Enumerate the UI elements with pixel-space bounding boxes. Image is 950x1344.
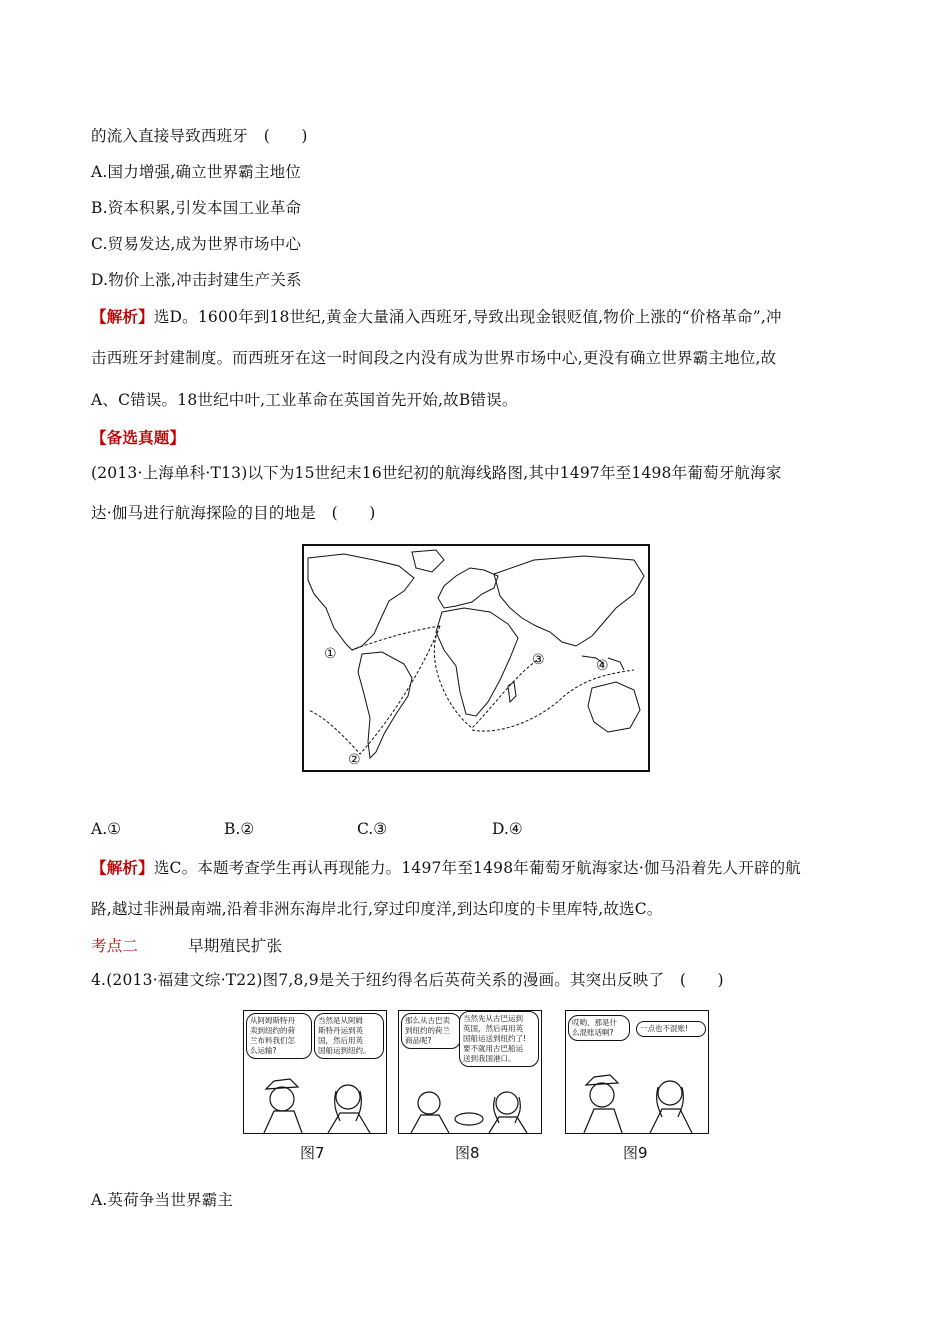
madagascar-outline xyxy=(508,682,516,702)
navigation-route-map xyxy=(302,544,650,772)
south-america-outline xyxy=(358,652,412,758)
question-2-line2: 达·伽马进行航海探险的目的地是 ( ) xyxy=(91,504,376,522)
section-name: 早期殖民扩张 xyxy=(188,937,283,955)
q2-option-d: D.④ xyxy=(492,820,523,838)
option-b: B.资本积累,引发本国工业革命 xyxy=(91,199,302,217)
marker-4: ④ xyxy=(596,658,609,674)
analysis-2-line2: 路,越过非洲最南端,沿着非洲东海岸北行,穿过印度洋,到达印度的卡里库特,故选C。 xyxy=(91,900,663,918)
da-gama-route xyxy=(434,626,540,728)
backup-questions-tag: 【备选真题】 xyxy=(91,428,186,447)
section-title: 考点二 xyxy=(91,937,139,955)
question-4: 4.(2013·福建文综·T22)图7,8,9是关于纽约得名后英荷关系的漫画。其突出反映了 ( ) xyxy=(91,971,724,989)
comic-panel-9 xyxy=(565,1010,709,1134)
sea-routes xyxy=(308,626,634,754)
question-continuation: 的流入直接导致西班牙 ( ) xyxy=(91,127,308,145)
marker-2: ② xyxy=(348,752,361,768)
speech-bubble-right: 当然先从古巴运到 英国，然后再用英 国船运送到纽约了! 要不就用古巴船运 送到我国港口。 xyxy=(459,1011,539,1067)
comic-figures-7 xyxy=(244,1011,386,1133)
comic-figures-9 xyxy=(566,1011,708,1133)
speech-bubble-left: 那么从古巴卖 到纽约的荷兰 商品呢? xyxy=(401,1013,461,1049)
option-d: D.物价上涨,冲击封建生产关系 xyxy=(91,271,302,289)
question-2-line1: (2013·上海单科·T13)以下为15世纪末16世纪初的航海线路图,其中1497年至1498年葡萄牙航海家 xyxy=(91,464,782,482)
north-america-outline xyxy=(308,554,414,650)
speech-bubble-left: 从阿姆斯特丹 卖到纽约的荷 兰布料我们怎 么运输? xyxy=(246,1013,312,1059)
analysis-1 xyxy=(91,305,782,327)
europe-outline xyxy=(438,568,498,608)
option-a: A.国力增强,确立世界霸主地位 xyxy=(91,163,302,181)
section-heading xyxy=(91,934,282,956)
analysis-tag: 【解析】 xyxy=(91,307,154,326)
australia-outline xyxy=(588,682,640,732)
world-map-svg xyxy=(304,546,648,770)
q2-option-b: B.② xyxy=(224,820,255,838)
q2-option-c: C.③ xyxy=(357,820,388,838)
marker-3: ③ xyxy=(532,652,545,668)
speech-bubble-right: 当然是从阿姆 斯特丹运到英 国，然后用英 国船运到纽约。 xyxy=(314,1013,384,1059)
q4-option-a: A.英荷争当世界霸主 xyxy=(91,1191,234,1209)
asia-outline xyxy=(494,556,644,646)
comic-panel-7 xyxy=(243,1010,387,1134)
comic-figures-8 xyxy=(399,1011,541,1133)
caption-fig9: 图9 xyxy=(623,1144,648,1162)
analysis-2 xyxy=(91,856,801,878)
greenland-outline xyxy=(412,550,444,572)
analysis-1-line2: 击西班牙封建制度。而西班牙在这一时间段之内没有成为世界市场中心,更没有确立世界霸主地位,故 xyxy=(91,349,777,367)
speech-bubble-right: 一点也不混账! xyxy=(636,1021,706,1037)
speech-bubble-left: 哎哟，那是什 么混账话啊? xyxy=(568,1015,630,1041)
continents xyxy=(308,550,644,758)
analysis-2-tag: 【解析】 xyxy=(91,858,154,877)
option-c: C.贸易发达,成为世界市场中心 xyxy=(91,235,302,253)
q2-option-a: A.① xyxy=(91,820,122,838)
marker-1: ① xyxy=(324,646,337,662)
columbus-route xyxy=(352,626,440,650)
comic-panel-8 xyxy=(398,1010,542,1134)
analysis-1-line3: A、C错误。18世纪中叶,工业革命在英国首先开始,故B错误。 xyxy=(91,391,518,409)
caption-fig8: 图8 xyxy=(455,1144,480,1162)
caption-fig7: 图7 xyxy=(300,1144,325,1162)
analysis-1-text: 选D。1600年到18世纪,黄金大量涌入西班牙,导致出现金银贬值,物价上涨的“价格革命”,冲 xyxy=(153,308,782,326)
analysis-2-text: 选C。本题考查学生再认再现能力。1497年至1498年葡萄牙航海家达·伽马沿着先人开辟的航 xyxy=(153,859,801,877)
